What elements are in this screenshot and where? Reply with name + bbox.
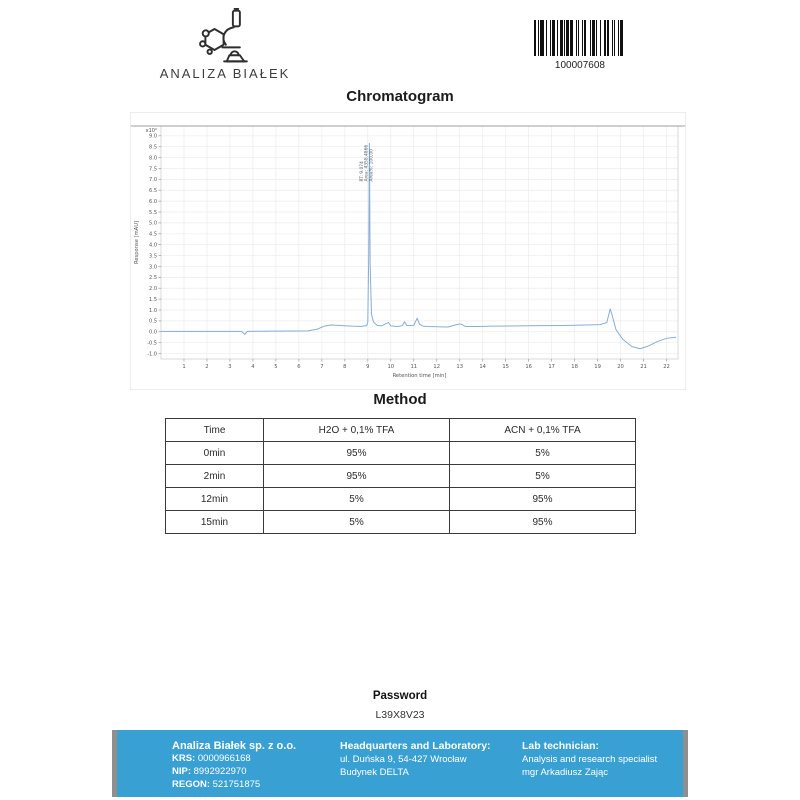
svg-text:7.5: 7.5 (149, 166, 157, 173)
svg-text:Retention time [min]: Retention time [min] (392, 373, 447, 379)
svg-text:0.0: 0.0 (149, 329, 157, 336)
nip-label: NIP: (172, 765, 191, 777)
svg-text:21: 21 (640, 364, 647, 370)
barcode-number: 100007608 (554, 60, 605, 71)
svg-text:13: 13 (456, 364, 464, 370)
table-header-row (166, 419, 636, 442)
svg-text:3.0: 3.0 (149, 264, 157, 271)
chromatogram-figure (130, 112, 686, 390)
footer (112, 730, 688, 797)
svg-text:4.5: 4.5 (149, 231, 157, 238)
svg-text:12: 12 (433, 364, 441, 370)
table-row (166, 465, 636, 488)
password-value: L39X8V23 (375, 709, 425, 721)
technician-title: Lab technician: (522, 740, 600, 752)
cell-h2o: 5% (264, 488, 450, 511)
svg-text:6: 6 (297, 364, 301, 370)
cell-h2o: 95% (264, 465, 450, 488)
technician-name: mgr Arkadiusz Zając (522, 766, 609, 778)
svg-text:3.5: 3.5 (149, 253, 157, 260)
table-row (166, 442, 636, 465)
svg-text:6.0: 6.0 (149, 198, 157, 205)
svg-text:-1.0: -1.0 (147, 351, 157, 358)
chromatogram-heading: Chromatogram (346, 88, 454, 105)
table-row (166, 488, 636, 511)
footer-hq-block (340, 740, 522, 797)
svg-text:7: 7 (320, 364, 324, 370)
svg-text:1.5: 1.5 (149, 296, 157, 303)
company-logo (152, 8, 298, 81)
cell-h2o: 95% (264, 442, 450, 465)
nip-value: 8992922970 (193, 765, 247, 777)
svg-text:19: 19 (594, 364, 601, 370)
col-header-h2o: H2O + 0,1% TFA (264, 419, 450, 442)
barcode (534, 20, 626, 71)
footer-technician-block (522, 740, 683, 797)
col-header-acn: ACN + 0,1% TFA (450, 419, 636, 442)
col-header-time: Time (166, 419, 264, 442)
regon-value: 521751875 (212, 778, 261, 790)
svg-text:14: 14 (479, 364, 486, 370)
svg-text:9.0: 9.0 (149, 133, 157, 140)
chromatogram-plot (131, 113, 685, 389)
svg-text:18: 18 (571, 364, 578, 370)
company-krs (172, 753, 340, 766)
barcode-bars-icon (534, 20, 626, 56)
method-table (165, 418, 636, 534)
svg-text:17: 17 (548, 364, 555, 370)
cell-acn: 5% (450, 442, 636, 465)
svg-text:1.0: 1.0 (149, 307, 157, 314)
svg-text:4: 4 (251, 364, 255, 370)
svg-text:Response [mAU]: Response [mAU] (134, 220, 140, 265)
svg-text:2: 2 (205, 364, 209, 370)
svg-text:10: 10 (387, 364, 395, 370)
hq-building: Budynek DELTA (340, 766, 409, 778)
method-heading: Method (373, 391, 427, 408)
svg-text:8.0: 8.0 (149, 155, 157, 162)
svg-text:2.0: 2.0 (149, 286, 157, 293)
footer-company-block (172, 740, 340, 797)
cell-time: 0min (166, 442, 264, 465)
svg-text:5.5: 5.5 (149, 209, 157, 216)
svg-text:2.5: 2.5 (149, 275, 157, 282)
table-row (166, 511, 636, 534)
svg-text:20: 20 (617, 364, 624, 370)
svg-text:0.5: 0.5 (149, 318, 157, 325)
svg-text:-0.5: -0.5 (147, 340, 157, 347)
svg-text:5.0: 5.0 (149, 220, 157, 227)
cell-h2o: 5% (264, 511, 450, 534)
svg-text:RT: 9.074: RT: 9.074 (359, 161, 365, 182)
company-regon (172, 779, 340, 792)
password-section (0, 690, 800, 721)
svg-text:Area%: 100,00: Area%: 100,00 (369, 149, 375, 182)
logo-text: ANALIZA BIAŁEK (159, 66, 291, 81)
svg-text:8.5: 8.5 (149, 144, 157, 151)
svg-text:9: 9 (366, 364, 370, 370)
hq-address: ul. Duńska 9, 54-427 Wrocław (340, 754, 467, 765)
cell-acn: 95% (450, 488, 636, 511)
regon-label: REGON: (172, 778, 210, 790)
technician-role: Analysis and research specialist (522, 754, 658, 765)
company-name: Analiza Białek sp. z o.o. (172, 740, 297, 752)
svg-text:7.0: 7.0 (149, 177, 157, 184)
svg-text:6.5: 6.5 (149, 188, 157, 195)
cell-time: 15min (166, 511, 264, 534)
company-nip (172, 766, 340, 779)
svg-text:11: 11 (410, 364, 418, 370)
cell-acn: 5% (450, 465, 636, 488)
svg-text:8: 8 (343, 364, 347, 370)
svg-text:16: 16 (525, 364, 532, 370)
svg-text:1: 1 (182, 364, 186, 370)
svg-text:Area: 4358.4866: Area: 4358.4866 (364, 144, 370, 182)
krs-value: 0000966168 (197, 753, 251, 764)
svg-text:x10²: x10² (145, 128, 157, 134)
svg-text:4.0: 4.0 (149, 242, 157, 249)
krs-label: KRS: (172, 753, 196, 764)
microscope-molecule-icon (196, 8, 254, 64)
hq-title: Headquarters and Laboratory: (340, 740, 491, 752)
cell-acn: 95% (450, 511, 636, 534)
cell-time: 12min (166, 488, 264, 511)
password-label: Password (372, 690, 428, 702)
cell-time: 2min (166, 465, 264, 488)
svg-text:5: 5 (274, 364, 278, 370)
svg-text:15: 15 (502, 364, 509, 370)
svg-text:3: 3 (228, 364, 232, 370)
svg-text:22: 22 (663, 364, 670, 370)
